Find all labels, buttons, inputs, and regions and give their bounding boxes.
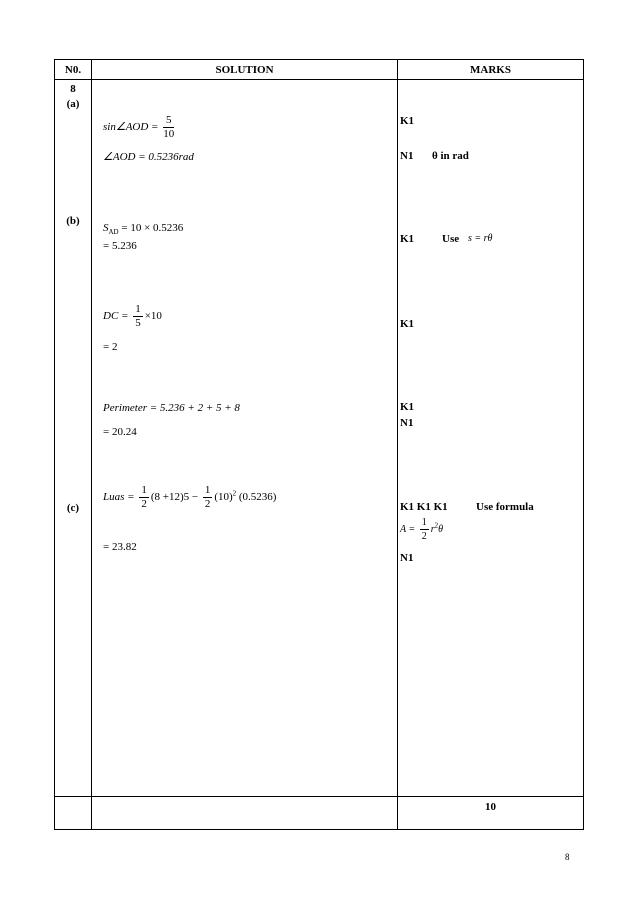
solution-dc-result: = 2: [103, 341, 118, 353]
mark-c-area-formula: [400, 516, 443, 543]
solution-aod-rad: ∠AOD = 0.5236rad: [103, 151, 194, 163]
denominator: 5: [135, 317, 141, 329]
solution-luas-result: = 23.82: [103, 541, 137, 553]
mark-b-use: Use: [442, 233, 460, 245]
numerator: 1: [421, 517, 427, 528]
mark-a-k1: K1: [400, 115, 415, 127]
dc-rhs: ×10: [144, 310, 162, 323]
luas-middle: (8 +12)5 −: [150, 491, 199, 504]
mark-c-k1-k1-k1: K1 K1 K1: [400, 501, 448, 513]
marking-scheme-table: [54, 59, 584, 830]
fraction-1-2-b: [203, 484, 213, 511]
luas-exponent: 2: [232, 489, 237, 498]
numerator: 1: [204, 484, 211, 496]
dc-lhs: DC =: [103, 310, 129, 323]
header-no: N0.: [64, 64, 82, 76]
luas-angle: (0.5236): [236, 491, 277, 504]
area-lhs: A =: [400, 523, 416, 535]
fraction-5-10: [163, 114, 174, 141]
sin-lhs: sin∠AOD =: [103, 121, 159, 134]
header-marks: MARKS: [470, 64, 511, 76]
denominator: 2: [141, 498, 147, 510]
mark-b-k1: K1: [400, 233, 415, 245]
mark-b-formula: s = rθ: [468, 233, 493, 244]
numerator: 1: [141, 484, 147, 496]
luas-radius: (10): [214, 491, 233, 504]
solution-arc-result: = 5.236: [103, 240, 137, 252]
part-c-label: (c): [66, 502, 80, 514]
part-a-label: (a): [66, 98, 80, 110]
total-row-divider: [55, 796, 583, 797]
area-exponent: 2: [434, 521, 439, 530]
luas-lhs: Luas =: [103, 491, 135, 504]
mark-a-n1-note: θ in rad: [432, 150, 469, 162]
header-solution: SOLUTION: [215, 64, 274, 76]
header-divider: [55, 79, 583, 80]
page-number: 8: [565, 852, 570, 862]
denominator: 2: [421, 531, 427, 542]
numerator: 5: [163, 114, 174, 128]
mark-a-n1: N1: [400, 150, 414, 162]
solution-luas: [103, 484, 276, 511]
denominator: 10: [163, 128, 175, 140]
mark-b-k1-perimeter: K1: [400, 401, 415, 413]
part-b-label: (b): [66, 215, 80, 227]
mark-c-use-formula: Use formula: [476, 501, 534, 513]
total-marks: 10: [485, 801, 496, 813]
denominator: 2: [204, 498, 211, 510]
fraction-1-2-a: [139, 484, 149, 511]
mark-c-n1: N1: [400, 552, 414, 564]
fraction-1-5: [133, 303, 143, 330]
solution-perimeter-result: = 20.24: [103, 426, 137, 438]
solution-dc: [103, 303, 162, 330]
area-r: r: [430, 523, 435, 535]
column-divider-no: [91, 60, 92, 829]
arc-subscript: AD: [108, 228, 119, 237]
column-divider-solution: [397, 60, 398, 829]
question-number: 8: [70, 83, 76, 95]
arc-symbol: S: [103, 222, 109, 234]
area-theta: θ: [438, 523, 444, 535]
solution-sin-aod: [103, 114, 176, 141]
mark-b-k1-dc: K1: [400, 318, 415, 330]
solution-arc-length: [103, 222, 183, 236]
mark-b-n1-perimeter: N1: [400, 417, 414, 429]
solution-perimeter: Perimeter = 5.236 + 2 + 5 + 8: [103, 402, 240, 414]
numerator: 1: [135, 303, 141, 315]
fraction-1-2-area: [420, 516, 429, 543]
arc-rhs: = 10 × 0.5236: [118, 222, 184, 234]
